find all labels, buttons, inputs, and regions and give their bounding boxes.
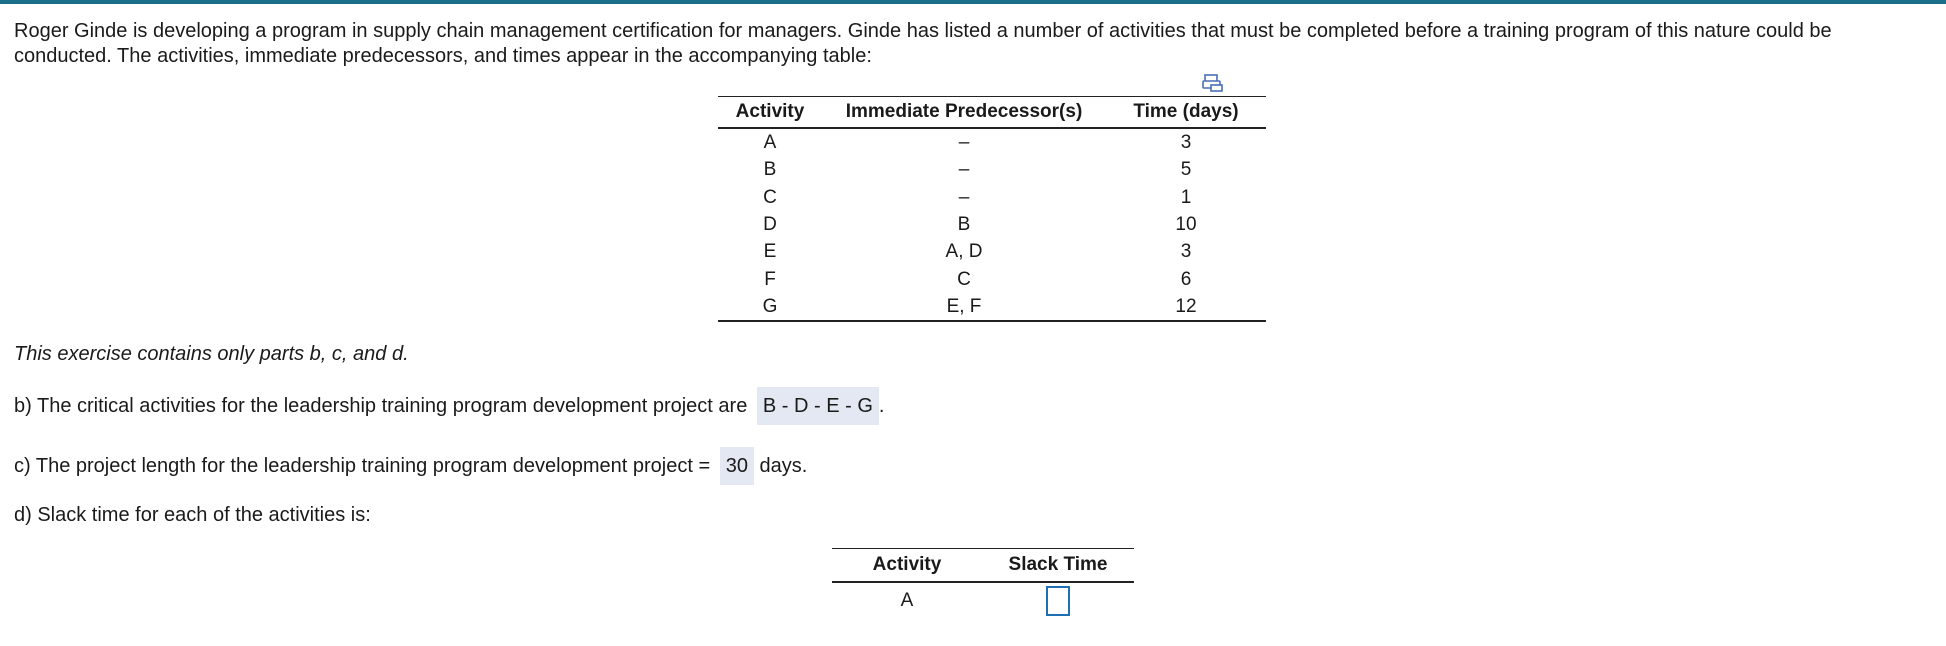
table-row <box>718 128 1266 156</box>
cell-activity: F <box>764 268 776 290</box>
cell-activity: A <box>763 132 777 154</box>
col-activity: Activity <box>718 97 822 129</box>
part-b <box>14 387 884 425</box>
activity-table <box>718 96 1266 322</box>
critical-path-answer[interactable]: B - D - E - G <box>757 387 879 425</box>
cell-time: 3 <box>1180 241 1192 263</box>
cell-time: 5 <box>1180 159 1192 181</box>
part-d: d) Slack time for each of the activities is: <box>14 504 371 526</box>
part-c <box>14 447 807 485</box>
col-time: Time (days) <box>1106 97 1266 129</box>
print-icon[interactable] <box>1202 74 1224 92</box>
table-row <box>832 582 1134 619</box>
cell-slack <box>982 582 1134 619</box>
cell-time: 12 <box>1106 293 1266 321</box>
cell-time: 1 <box>1180 186 1192 208</box>
col-activity: Activity <box>832 549 982 583</box>
cell-time: 6 <box>1180 268 1192 290</box>
cell-activity: B <box>763 159 777 181</box>
table-row <box>718 293 1266 321</box>
top-accent-bar <box>0 0 1946 4</box>
cell-activity: E <box>763 241 777 263</box>
part-b-text: b) The critical activities for the leadership training program development project are <box>14 395 748 417</box>
table-row <box>718 211 1266 238</box>
table-row <box>718 184 1266 211</box>
cell-activity: D <box>763 214 777 236</box>
project-length-answer[interactable]: 30 <box>720 447 754 485</box>
cell-activity: G <box>718 293 822 321</box>
cell-predecessor: – <box>958 159 970 181</box>
slack-input-a[interactable] <box>1046 586 1070 616</box>
cell-predecessor: C <box>957 268 971 290</box>
table-row <box>718 265 1266 292</box>
cell-predecessor: B <box>957 214 971 236</box>
slack-table-header <box>832 549 1134 583</box>
cell-predecessor: – <box>958 186 970 208</box>
table-row <box>718 238 1266 265</box>
cell-activity: C <box>763 186 777 208</box>
table-row <box>718 156 1266 183</box>
cell-predecessor: – <box>958 132 970 154</box>
cell-predecessor: E, F <box>822 293 1106 321</box>
cell-time: 3 <box>1180 132 1192 154</box>
part-c-text: c) The project length for the leadership training program development project = <box>14 455 711 477</box>
problem-intro: Roger Ginde is developing a program in supply chain management certification for managers. Ginde has listed a number of activities that must be completed before a training program of this nature could be conducted. The activities, immediate predecessors, and times appear in the accompanying table: <box>14 20 1832 67</box>
col-slack-time: Slack Time <box>982 549 1134 583</box>
col-predecessors: Immediate Predecessor(s) <box>822 97 1106 129</box>
cell-activity: A <box>900 590 914 611</box>
cell-time: 10 <box>1175 214 1197 236</box>
part-b-period: . <box>878 395 885 417</box>
cell-predecessor: A, D <box>945 241 983 263</box>
slack-table <box>832 548 1134 619</box>
part-c-unit: days. <box>759 455 808 477</box>
activity-table-header <box>718 97 1266 129</box>
exercise-note: This exercise contains only parts b, c, and d. <box>14 343 409 365</box>
